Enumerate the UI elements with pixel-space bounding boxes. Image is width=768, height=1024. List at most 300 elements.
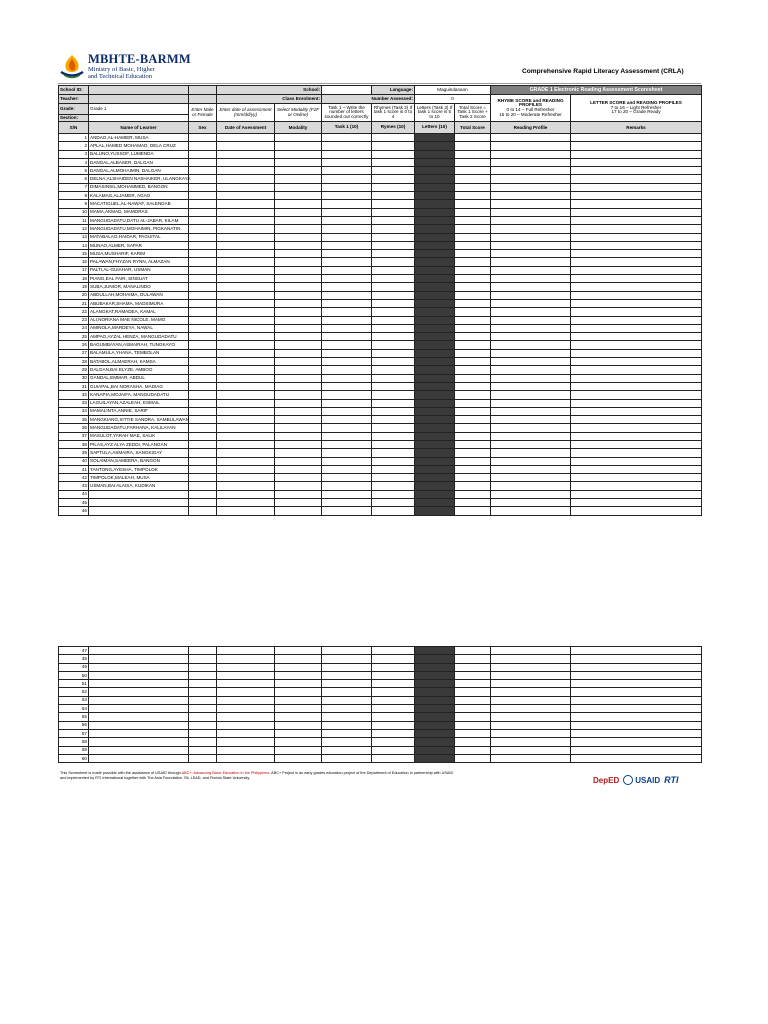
- cell-task1[interactable]: [322, 283, 372, 291]
- cell-remarks[interactable]: [571, 250, 702, 258]
- cell-modality[interactable]: [275, 647, 322, 655]
- cell-sex[interactable]: [189, 200, 217, 208]
- cell-task1[interactable]: [322, 507, 372, 515]
- cell-sex[interactable]: [189, 250, 217, 258]
- cell-rymes[interactable]: [372, 283, 415, 291]
- cell-date[interactable]: [217, 671, 275, 679]
- cell-letters[interactable]: [415, 241, 455, 249]
- cell-rymes[interactable]: [372, 208, 415, 216]
- cell-remarks[interactable]: [571, 134, 702, 142]
- cell-name[interactable]: [89, 713, 189, 721]
- cell-name[interactable]: [89, 721, 189, 729]
- cell-task1[interactable]: [322, 671, 372, 679]
- cell-date[interactable]: [217, 366, 275, 374]
- cell-sex[interactable]: [189, 457, 217, 465]
- cell-modality[interactable]: [275, 705, 322, 713]
- cell-name[interactable]: [89, 499, 189, 507]
- cell-rymes[interactable]: [372, 266, 415, 274]
- cell-letters[interactable]: [415, 713, 455, 721]
- cell-profile[interactable]: [491, 655, 571, 663]
- cell-date[interactable]: [217, 432, 275, 440]
- cell-date[interactable]: [217, 663, 275, 671]
- cell-total[interactable]: [455, 696, 491, 704]
- cell-remarks[interactable]: [571, 316, 702, 324]
- cell-task1[interactable]: [322, 341, 372, 349]
- cell-profile[interactable]: [491, 729, 571, 737]
- cell-date[interactable]: [217, 299, 275, 307]
- cell-sex[interactable]: [189, 416, 217, 424]
- cell-date[interactable]: [217, 391, 275, 399]
- cell-sex[interactable]: [189, 150, 217, 158]
- cell-sex[interactable]: [189, 258, 217, 266]
- cell-name[interactable]: [89, 688, 189, 696]
- cell-total[interactable]: [455, 266, 491, 274]
- cell-date[interactable]: [217, 183, 275, 191]
- cell-task1[interactable]: [322, 250, 372, 258]
- cell-profile[interactable]: [491, 233, 571, 241]
- cell-modality[interactable]: [275, 175, 322, 183]
- cell-remarks[interactable]: [571, 680, 702, 688]
- cell-rymes[interactable]: [372, 399, 415, 407]
- cell-task1[interactable]: [322, 663, 372, 671]
- cell-profile[interactable]: [491, 647, 571, 655]
- cell-remarks[interactable]: [571, 333, 702, 341]
- cell-profile[interactable]: [491, 440, 571, 448]
- cell-task1[interactable]: [322, 474, 372, 482]
- cell-profile[interactable]: [491, 291, 571, 299]
- cell-rymes[interactable]: [372, 299, 415, 307]
- cell-date[interactable]: [217, 158, 275, 166]
- cell-profile[interactable]: [491, 366, 571, 374]
- cell-total[interactable]: [455, 358, 491, 366]
- cell-modality[interactable]: [275, 349, 322, 357]
- cell-task1[interactable]: [322, 134, 372, 142]
- cell-letters[interactable]: [415, 291, 455, 299]
- cell-profile[interactable]: [491, 499, 571, 507]
- cell-modality[interactable]: [275, 158, 322, 166]
- cell-modality[interactable]: [275, 457, 322, 465]
- cell-rymes[interactable]: [372, 275, 415, 283]
- cell-name[interactable]: TIMPOLOK,MALEAH, MUSA: [89, 474, 189, 482]
- cell-letters[interactable]: [415, 399, 455, 407]
- cell-rymes[interactable]: [372, 721, 415, 729]
- cell-sex[interactable]: [189, 671, 217, 679]
- cell-profile[interactable]: [491, 424, 571, 432]
- cell-profile[interactable]: [491, 208, 571, 216]
- cell-remarks[interactable]: [571, 721, 702, 729]
- cell-rymes[interactable]: [372, 308, 415, 316]
- cell-name[interactable]: [89, 696, 189, 704]
- cell-task1[interactable]: [322, 291, 372, 299]
- cell-name[interactable]: AMINOLA,MARDEYA, NAWAL: [89, 324, 189, 332]
- cell-modality[interactable]: [275, 440, 322, 448]
- cell-remarks[interactable]: [571, 647, 702, 655]
- cell-rymes[interactable]: [372, 754, 415, 762]
- cell-remarks[interactable]: [571, 696, 702, 704]
- cell-name[interactable]: GANDAL,EMMAR, ABDUL: [89, 374, 189, 382]
- cell-name[interactable]: MUNAO,ALMER, SAPAR: [89, 241, 189, 249]
- cell-profile[interactable]: [491, 407, 571, 415]
- cell-letters[interactable]: [415, 316, 455, 324]
- cell-modality[interactable]: [275, 258, 322, 266]
- cell-remarks[interactable]: [571, 507, 702, 515]
- cell-remarks[interactable]: [571, 291, 702, 299]
- cell-rymes[interactable]: [372, 713, 415, 721]
- cell-rymes[interactable]: [372, 499, 415, 507]
- cell-letters[interactable]: [415, 283, 455, 291]
- cell-sex[interactable]: [189, 167, 217, 175]
- cell-total[interactable]: [455, 225, 491, 233]
- cell-modality[interactable]: [275, 358, 322, 366]
- cell-modality[interactable]: [275, 746, 322, 754]
- cell-task1[interactable]: [322, 200, 372, 208]
- cell-sex[interactable]: [189, 663, 217, 671]
- cell-modality[interactable]: [275, 754, 322, 762]
- cell-remarks[interactable]: [571, 663, 702, 671]
- cell-letters[interactable]: [415, 233, 455, 241]
- cell-task1[interactable]: [322, 499, 372, 507]
- cell-total[interactable]: [455, 382, 491, 390]
- cell-modality[interactable]: [275, 391, 322, 399]
- cell-profile[interactable]: [491, 507, 571, 515]
- cell-letters[interactable]: [415, 688, 455, 696]
- cell-profile[interactable]: [491, 705, 571, 713]
- cell-remarks[interactable]: [571, 167, 702, 175]
- cell-total[interactable]: [455, 341, 491, 349]
- cell-total[interactable]: [455, 449, 491, 457]
- cell-name[interactable]: TANTONG,AYESHA, TIMPOLOK: [89, 465, 189, 473]
- cell-name[interactable]: MANGUDADATU,DATU AL-JABAR, KILAM: [89, 216, 189, 224]
- cell-sex[interactable]: [189, 705, 217, 713]
- cell-rymes[interactable]: [372, 705, 415, 713]
- cell-modality[interactable]: [275, 275, 322, 283]
- cell-total[interactable]: [455, 671, 491, 679]
- cell-task1[interactable]: [322, 713, 372, 721]
- cell-remarks[interactable]: [571, 729, 702, 737]
- cell-profile[interactable]: [491, 308, 571, 316]
- cell-task1[interactable]: [322, 440, 372, 448]
- cell-profile[interactable]: [491, 474, 571, 482]
- cell-letters[interactable]: [415, 705, 455, 713]
- cell-date[interactable]: [217, 499, 275, 507]
- cell-name[interactable]: DIMASINSIL,MOHAMMED, BANGON: [89, 183, 189, 191]
- cell-modality[interactable]: [275, 142, 322, 150]
- cell-profile[interactable]: [491, 258, 571, 266]
- cell-remarks[interactable]: [571, 258, 702, 266]
- cell-remarks[interactable]: [571, 358, 702, 366]
- cell-letters[interactable]: [415, 134, 455, 142]
- cell-date[interactable]: [217, 266, 275, 274]
- cell-total[interactable]: [455, 457, 491, 465]
- cell-letters[interactable]: [415, 382, 455, 390]
- cell-profile[interactable]: [491, 142, 571, 150]
- cell-modality[interactable]: [275, 382, 322, 390]
- cell-profile[interactable]: [491, 200, 571, 208]
- cell-sex[interactable]: [189, 225, 217, 233]
- cell-task1[interactable]: [322, 416, 372, 424]
- cell-profile[interactable]: [491, 316, 571, 324]
- cell-rymes[interactable]: [372, 696, 415, 704]
- cell-date[interactable]: [217, 507, 275, 515]
- cell-total[interactable]: [455, 158, 491, 166]
- cell-letters[interactable]: [415, 158, 455, 166]
- cell-date[interactable]: [217, 696, 275, 704]
- cell-letters[interactable]: [415, 671, 455, 679]
- cell-remarks[interactable]: [571, 183, 702, 191]
- cell-task1[interactable]: [322, 308, 372, 316]
- cell-total[interactable]: [455, 216, 491, 224]
- cell-name[interactable]: ABDULLAH,MOHAIMA, DULAWAN: [89, 291, 189, 299]
- cell-name[interactable]: GUIAPAL,BAI NORASHA, MADIAG: [89, 382, 189, 390]
- cell-modality[interactable]: [275, 134, 322, 142]
- cell-letters[interactable]: [415, 482, 455, 490]
- cell-total[interactable]: [455, 680, 491, 688]
- cell-profile[interactable]: [491, 167, 571, 175]
- cell-sex[interactable]: [189, 175, 217, 183]
- cell-remarks[interactable]: [571, 283, 702, 291]
- cell-remarks[interactable]: [571, 705, 702, 713]
- cell-task1[interactable]: [322, 432, 372, 440]
- cell-name[interactable]: MACATIGUEL,AL-NAWAF, SALENDAB: [89, 200, 189, 208]
- cell-sex[interactable]: [189, 391, 217, 399]
- cell-modality[interactable]: [275, 663, 322, 671]
- cell-task1[interactable]: [322, 349, 372, 357]
- cell-profile[interactable]: [491, 671, 571, 679]
- cell-date[interactable]: [217, 440, 275, 448]
- cell-name[interactable]: ALI,NORIANA MAE NICOLE, MAMO: [89, 316, 189, 324]
- cell-modality[interactable]: [275, 407, 322, 415]
- cell-modality[interactable]: [275, 324, 322, 332]
- cell-name[interactable]: BALUNO,YUSSOF, LUMENDA: [89, 150, 189, 158]
- cell-total[interactable]: [455, 507, 491, 515]
- cell-profile[interactable]: [491, 490, 571, 498]
- cell-remarks[interactable]: [571, 382, 702, 390]
- cell-name[interactable]: [89, 738, 189, 746]
- cell-profile[interactable]: [491, 746, 571, 754]
- cell-task1[interactable]: [322, 142, 372, 150]
- cell-letters[interactable]: [415, 275, 455, 283]
- cell-name[interactable]: [89, 680, 189, 688]
- cell-letters[interactable]: [415, 183, 455, 191]
- cell-date[interactable]: [217, 291, 275, 299]
- cell-task1[interactable]: [322, 729, 372, 737]
- cell-sex[interactable]: [189, 333, 217, 341]
- cell-name[interactable]: DANGAL,ALMOHAIMIN, DALGAN: [89, 167, 189, 175]
- cell-sex[interactable]: [189, 754, 217, 762]
- cell-task1[interactable]: [322, 175, 372, 183]
- cell-sex[interactable]: [189, 746, 217, 754]
- cell-date[interactable]: [217, 449, 275, 457]
- cell-total[interactable]: [455, 175, 491, 183]
- cell-remarks[interactable]: [571, 416, 702, 424]
- cell-sex[interactable]: [189, 499, 217, 507]
- cell-profile[interactable]: [491, 299, 571, 307]
- cell-task1[interactable]: [322, 225, 372, 233]
- cell-total[interactable]: [455, 738, 491, 746]
- cell-date[interactable]: [217, 416, 275, 424]
- cell-date[interactable]: [217, 349, 275, 357]
- cell-modality[interactable]: [275, 482, 322, 490]
- cell-rymes[interactable]: [372, 150, 415, 158]
- cell-name[interactable]: LAGUILAYAN,AZALEAH, ESMAIL: [89, 399, 189, 407]
- cell-sex[interactable]: [189, 465, 217, 473]
- cell-rymes[interactable]: [372, 192, 415, 200]
- cell-letters[interactable]: [415, 424, 455, 432]
- cell-modality[interactable]: [275, 671, 322, 679]
- language-value[interactable]: Maguindanaon: [415, 86, 491, 95]
- cell-remarks[interactable]: [571, 208, 702, 216]
- cell-sex[interactable]: [189, 208, 217, 216]
- cell-modality[interactable]: [275, 432, 322, 440]
- cell-name[interactable]: ALANGKAT,RAMADEA, KAMAL: [89, 308, 189, 316]
- cell-sex[interactable]: [189, 490, 217, 498]
- cell-task1[interactable]: [322, 366, 372, 374]
- cell-remarks[interactable]: [571, 432, 702, 440]
- cell-modality[interactable]: [275, 316, 322, 324]
- cell-profile[interactable]: [491, 341, 571, 349]
- cell-letters[interactable]: [415, 349, 455, 357]
- cell-rymes[interactable]: [372, 407, 415, 415]
- cell-profile[interactable]: [491, 349, 571, 357]
- cell-name[interactable]: SOLAIMAN,SAMEERA, BANGON: [89, 457, 189, 465]
- cell-profile[interactable]: [491, 358, 571, 366]
- cell-modality[interactable]: [275, 241, 322, 249]
- cell-profile[interactable]: [491, 374, 571, 382]
- cell-total[interactable]: [455, 663, 491, 671]
- footer-project-link[interactable]: ABC+: Advancing Basic Education in the Philippines: [181, 771, 270, 775]
- cell-letters[interactable]: [415, 490, 455, 498]
- cell-letters[interactable]: [415, 721, 455, 729]
- cell-task1[interactable]: [322, 655, 372, 663]
- cell-sex[interactable]: [189, 358, 217, 366]
- cell-total[interactable]: [455, 316, 491, 324]
- cell-modality[interactable]: [275, 150, 322, 158]
- cell-sex[interactable]: [189, 299, 217, 307]
- cell-remarks[interactable]: [571, 150, 702, 158]
- cell-total[interactable]: [455, 482, 491, 490]
- cell-profile[interactable]: [491, 216, 571, 224]
- cell-sex[interactable]: [189, 382, 217, 390]
- cell-remarks[interactable]: [571, 142, 702, 150]
- cell-profile[interactable]: [491, 721, 571, 729]
- cell-name[interactable]: BALAMULA,YHANA, TEMBOLAN: [89, 349, 189, 357]
- cell-total[interactable]: [455, 754, 491, 762]
- cell-rymes[interactable]: [372, 250, 415, 258]
- cell-date[interactable]: [217, 275, 275, 283]
- cell-remarks[interactable]: [571, 374, 702, 382]
- cell-date[interactable]: [217, 713, 275, 721]
- cell-letters[interactable]: [415, 341, 455, 349]
- cell-rymes[interactable]: [372, 366, 415, 374]
- cell-date[interactable]: [217, 382, 275, 390]
- cell-modality[interactable]: [275, 308, 322, 316]
- cell-letters[interactable]: [415, 449, 455, 457]
- cell-modality[interactable]: [275, 374, 322, 382]
- cell-remarks[interactable]: [571, 192, 702, 200]
- cell-profile[interactable]: [491, 465, 571, 473]
- cell-sex[interactable]: [189, 507, 217, 515]
- cell-sex[interactable]: [189, 316, 217, 324]
- cell-modality[interactable]: [275, 424, 322, 432]
- cell-total[interactable]: [455, 308, 491, 316]
- cell-total[interactable]: [455, 374, 491, 382]
- cell-remarks[interactable]: [571, 738, 702, 746]
- cell-rymes[interactable]: [372, 490, 415, 498]
- cell-modality[interactable]: [275, 225, 322, 233]
- cell-profile[interactable]: [491, 134, 571, 142]
- cell-modality[interactable]: [275, 208, 322, 216]
- cell-name[interactable]: [89, 647, 189, 655]
- cell-remarks[interactable]: [571, 474, 702, 482]
- cell-remarks[interactable]: [571, 449, 702, 457]
- cell-task1[interactable]: [322, 399, 372, 407]
- cell-profile[interactable]: [491, 680, 571, 688]
- cell-date[interactable]: [217, 192, 275, 200]
- cell-date[interactable]: [217, 308, 275, 316]
- cell-name[interactable]: ABUBAKAR,SHAMA, MADSIMURA: [89, 299, 189, 307]
- cell-total[interactable]: [455, 490, 491, 498]
- cell-profile[interactable]: [491, 183, 571, 191]
- cell-task1[interactable]: [322, 316, 372, 324]
- cell-total[interactable]: [455, 200, 491, 208]
- cell-remarks[interactable]: [571, 324, 702, 332]
- cell-sex[interactable]: [189, 721, 217, 729]
- cell-profile[interactable]: [491, 754, 571, 762]
- cell-total[interactable]: [455, 142, 491, 150]
- cell-name[interactable]: MANGUDADATU,MOHAIMIN, PIGKANATIN: [89, 225, 189, 233]
- cell-total[interactable]: [455, 721, 491, 729]
- cell-name[interactable]: KANAPIA,MOJAIFA, MANGUDADATU: [89, 391, 189, 399]
- cell-total[interactable]: [455, 746, 491, 754]
- cell-name[interactable]: SAPTULA,ASMAIRA, SANGKIGAY: [89, 449, 189, 457]
- cell-name[interactable]: MANGUDADATU,FARHANA, KALILAYAN: [89, 424, 189, 432]
- cell-remarks[interactable]: [571, 275, 702, 283]
- school-id-value[interactable]: [89, 86, 189, 95]
- cell-rymes[interactable]: [372, 432, 415, 440]
- cell-rymes[interactable]: [372, 200, 415, 208]
- cell-letters[interactable]: [415, 391, 455, 399]
- cell-sex[interactable]: [189, 680, 217, 688]
- cell-total[interactable]: [455, 241, 491, 249]
- cell-total[interactable]: [455, 424, 491, 432]
- cell-name[interactable]: DALGAN,BAI ELYZE, AMBOO: [89, 366, 189, 374]
- cell-rymes[interactable]: [372, 655, 415, 663]
- cell-total[interactable]: [455, 258, 491, 266]
- cell-name[interactable]: KALAMAG,ALJAMER, AGAO: [89, 192, 189, 200]
- cell-total[interactable]: [455, 407, 491, 415]
- cell-total[interactable]: [455, 250, 491, 258]
- cell-sex[interactable]: [189, 688, 217, 696]
- cell-sex[interactable]: [189, 241, 217, 249]
- cell-date[interactable]: [217, 241, 275, 249]
- cell-task1[interactable]: [322, 216, 372, 224]
- cell-sex[interactable]: [189, 399, 217, 407]
- cell-total[interactable]: [455, 324, 491, 332]
- cell-sex[interactable]: [189, 440, 217, 448]
- cell-total[interactable]: [455, 474, 491, 482]
- cell-total[interactable]: [455, 134, 491, 142]
- cell-letters[interactable]: [415, 663, 455, 671]
- cell-sex[interactable]: [189, 134, 217, 142]
- cell-modality[interactable]: [275, 291, 322, 299]
- cell-total[interactable]: [455, 333, 491, 341]
- cell-date[interactable]: [217, 324, 275, 332]
- cell-profile[interactable]: [491, 225, 571, 233]
- cell-total[interactable]: [455, 465, 491, 473]
- cell-letters[interactable]: [415, 440, 455, 448]
- cell-task1[interactable]: [322, 266, 372, 274]
- cell-letters[interactable]: [415, 432, 455, 440]
